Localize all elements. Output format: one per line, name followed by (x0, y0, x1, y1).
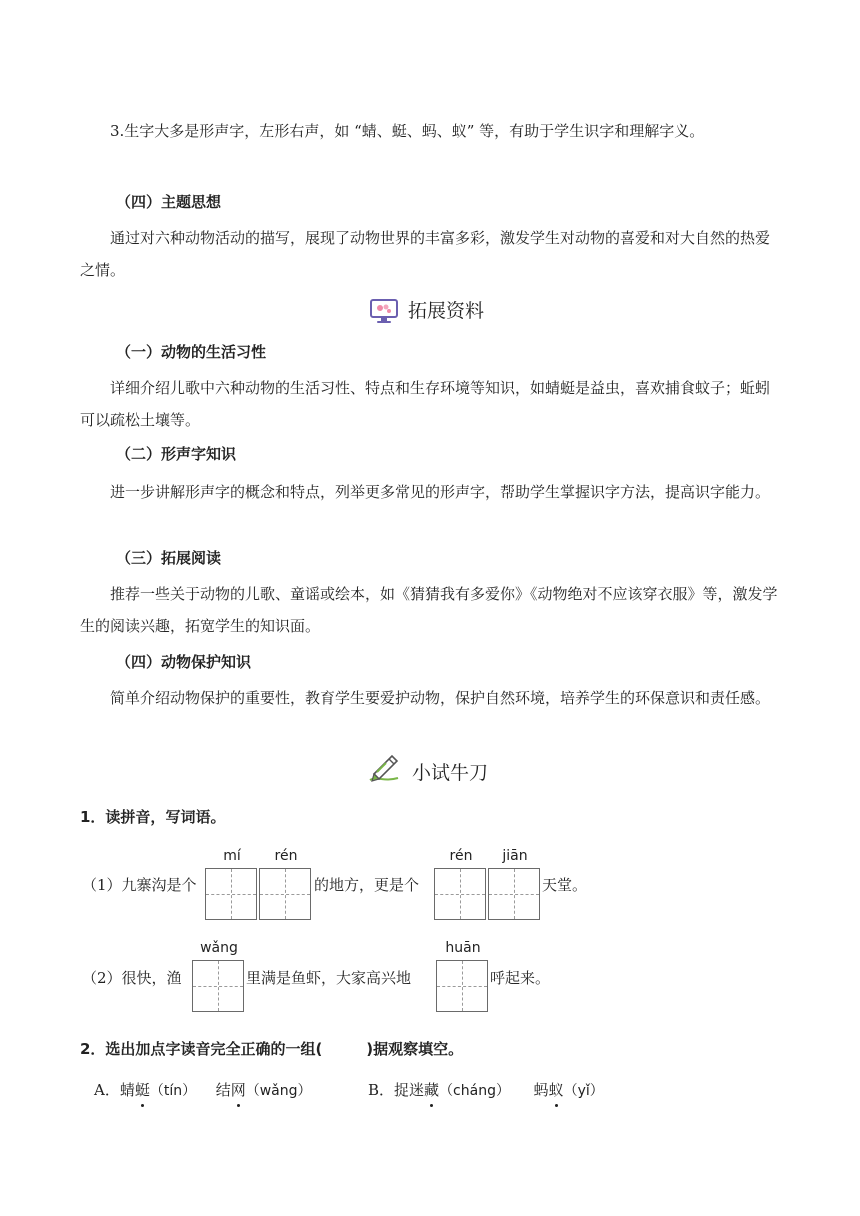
answer-blank[interactable] (322, 1053, 366, 1054)
option-b-letter: B． (368, 1081, 395, 1099)
pinyin-huan: huān (445, 940, 481, 956)
sentence-2-mid: 里满是鱼虾，大家高兴地 (246, 969, 412, 987)
section-title-practice: 小试牛刀 (412, 762, 489, 784)
option-a (94, 1078, 312, 1103)
heading-animal-habits: （一）动物的生活习性 (116, 343, 267, 361)
paragraph-shape-sound-chars: 3.生字大多是形声字，左形右声，如 “蜻、蜓、蚂、蚁” 等，有助于学生识字和理解字义。 (110, 122, 705, 140)
heading-animal-protection: （四）动物保护知识 (116, 653, 252, 671)
option-b-word2-pre: 蚂 (533, 1081, 549, 1099)
option-b (368, 1078, 604, 1103)
writing-grid-2[interactable] (259, 868, 311, 920)
paragraph-shape-sound: 进一步讲解形声字的概念和特点，列举更多常见的形声字，帮助学生掌握识字方法，提高识字能力。 (110, 483, 771, 501)
option-b-word1-dotted: 藏 (424, 1078, 439, 1102)
option-b-pinyin1: （cháng） (439, 1083, 510, 1099)
option-a-pinyin1: （tín） (149, 1083, 197, 1099)
paragraph-animal-protection: 简单介绍动物保护的重要性，教育学生要爱护动物，保护自然环境，培养学生的环保意识和责任感。 (110, 689, 771, 707)
pinyin-wang: wǎng (200, 940, 238, 956)
sentence-1-mid: 的地方，更是个 (314, 876, 420, 894)
option-a-word1-dotted: 蜓 (135, 1078, 150, 1102)
paragraph-theme: 通过对六种动物活动的描写，展现了动物世界的丰富多彩，激发学生对动物的喜爱和对大自然的热爱之情。 (80, 229, 771, 279)
question-2-label-end: )据观察填空。 (366, 1040, 464, 1058)
pinyin-mi: mí (223, 848, 241, 864)
pen-writing-icon (366, 752, 402, 786)
option-b-pinyin2: （yǐ） (563, 1083, 604, 1099)
question-2-label (80, 1038, 463, 1059)
writing-grid-5[interactable] (192, 960, 244, 1012)
question-2-label-start: 2．选出加点字读音完全正确的一组( (80, 1040, 323, 1058)
writing-grid-4[interactable] (488, 868, 540, 920)
section-title-extension: 拓展资料 (408, 300, 485, 322)
pinyin-ren-2: rén (449, 848, 473, 864)
option-a-word2-dotted: 网 (231, 1078, 246, 1102)
writing-grid-1[interactable] (205, 868, 257, 920)
paragraph-animal-habits: 详细介绍儿歌中六种动物的生活习性、特点和生存环境等知识，如蜻蜓是益虫，喜欢捕食蚊子；蚯蚓可以疏松土壤等。 (80, 379, 771, 429)
pinyin-ren: rén (274, 848, 298, 864)
pinyin-jian: jiān (502, 848, 528, 864)
sentence-2-suffix: 呼起来。 (490, 969, 551, 987)
heading-theme: （四）主题思想 (116, 193, 222, 211)
heading-shape-sound: （二）形声字知识 (116, 445, 237, 463)
option-a-pinyin2: （wǎng） (245, 1083, 312, 1099)
question-1-label: 1．读拼音，写词语。 (80, 808, 226, 826)
writing-grid-6[interactable] (436, 960, 488, 1012)
option-a-letter: A． (94, 1081, 120, 1099)
monitor-icon (369, 298, 399, 324)
sentence-2-prefix: （2）很快，渔 (82, 969, 182, 987)
sentence-1-suffix: 天堂。 (542, 876, 588, 894)
option-a-word1-pre: 蜻 (119, 1081, 135, 1099)
option-b-word1-pre: 捉迷 (394, 1081, 425, 1099)
sentence-1-prefix: （1）九寨沟是个 (82, 876, 197, 894)
paragraph-extended-reading: 推荐一些关于动物的儿歌、童谣或绘本，如《猜猜我有多爱你》《动物绝对不应该穿衣服》等，激发学生的阅读兴趣，拓宽学生的知识面。 (80, 585, 778, 635)
writing-grid-3[interactable] (434, 868, 486, 920)
option-b-word2-dotted: 蚁 (549, 1078, 564, 1102)
option-a-word2-pre: 结 (215, 1081, 231, 1099)
heading-extended-reading: （三）拓展阅读 (116, 549, 222, 567)
